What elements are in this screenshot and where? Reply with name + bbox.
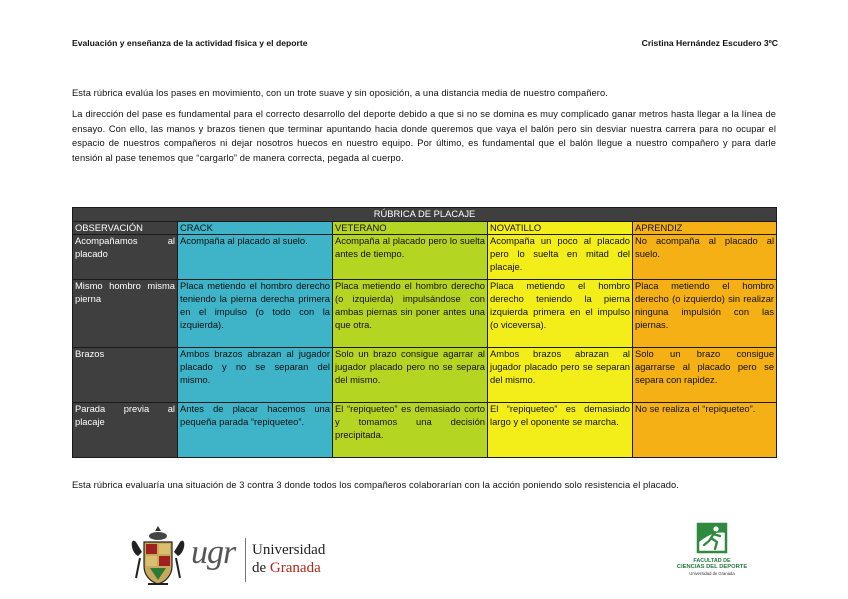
header-observacion: OBSERVACIÓN <box>73 221 178 235</box>
faculty-line2: CIENCIAS DEL DEPORTE <box>676 564 748 571</box>
cell-veterano: Acompaña al placado pero lo suelta antes de tiempo. <box>333 235 488 280</box>
cell-novatillo: El “repiqueteo” es demasiado largo y el oponente se marcha. <box>488 403 633 458</box>
table-row <box>73 403 777 458</box>
cell-veterano: El “repiqueteo” es demasiado corto y tomamos una decisión precipitada. <box>333 403 488 458</box>
cell-crack: Placa metiendo el hombro derecho teniendo la pierna derecha primera en el impulso (o todo con la izquierda). <box>178 280 333 348</box>
cell-crack: Antes de placar hacemos una pequeña parada “repiqueteo”. <box>178 403 333 458</box>
row-obs: Parada previa al placaje <box>73 403 178 458</box>
faculty-line1: FACULTAD DE <box>693 558 731 564</box>
cell-aprendiz: Placa metiendo el hombro derecho (o izquierdo) sin realizar ninguna impulsión con las piernas. <box>633 280 777 348</box>
row-obs: Brazos <box>73 348 178 403</box>
cell-novatillo: Acompaña un poco al placado pero lo suelta en mitad del placaje. <box>488 235 633 280</box>
ugr-wordmark: ugr <box>191 534 236 571</box>
cell-crack: Acompaña al placado al suelo. <box>178 235 333 280</box>
sports-figure-icon <box>695 521 729 555</box>
course-title: Evaluación y enseñanza de la actividad física y el deporte <box>72 38 308 48</box>
closing-paragraph: Esta rúbrica evaluaría una situación de 3 contra 3 donde todos los compañeros colaborarían con la acción poniendo solo resistencia el placado. <box>72 480 679 490</box>
row-obs: Mismo hombro misma pierna <box>73 280 178 348</box>
table-row <box>73 348 777 403</box>
cell-veterano: Solo un brazo consigue agarrar al jugador placado pero no se separa del mismo. <box>333 348 488 403</box>
cell-veterano: Placa metiendo el hombro derecho (o izquierda) impulsándose con ambas piernas sin poner antes una que otra. <box>333 280 488 348</box>
author-name: Cristina Hernández Escudero 3ºC <box>641 38 778 48</box>
intro-paragraph-2: La dirección del pase es fundamental para el correcto desarrollo del deporte debido a que si no se domina es muy complicado ganar metros hasta llegar a la línea de ensayo. Con ello, las manos y brazos tienen que terminar apuntando hacia donde queremos que vaya el balón pero sin desviar nuestra carrera para no ocupar el espacio de nuestros compañeros ni dejar nosotros huecos en nuestro equipo. Por último, es fundamental que el balón llegue a nuestro compañero y para darle tensión al pase tenemos que “cargarlo” de manera correcta, pegada al cuerpo. <box>72 109 776 163</box>
faculty-logo <box>676 521 748 577</box>
coat-of-arms-icon <box>128 522 188 590</box>
header-veterano: VETERANO <box>333 221 488 235</box>
cell-aprendiz: No se realiza el “repiqueteo”. <box>633 403 777 458</box>
header-novatillo: NOVATILLO <box>488 221 633 235</box>
intro-paragraph-1: Esta rúbrica evalúa los pases en movimiento, con un trote suave y sin oposición, a una distancia media de nuestro compañero. <box>72 88 608 98</box>
ugr-name-line1: Universidad <box>252 542 326 558</box>
ugr-name-line2: de Granada <box>252 560 321 576</box>
table-row <box>73 235 777 280</box>
rubric-table <box>72 207 777 458</box>
header-aprendiz: APRENDIZ <box>633 221 777 235</box>
header-crack: CRACK <box>178 221 333 235</box>
faculty-line3: Universidad de Granada <box>689 571 735 577</box>
cell-novatillo: Placa metiendo el hombro derecho teniendo la pierna izquierda primera en el impulso (o viceversa). <box>488 280 633 348</box>
rubric-header-row <box>73 221 777 235</box>
rubric-title: RÚBRICA DE PLACAJE <box>73 208 777 222</box>
cell-crack: Ambos brazos abrazan al jugador placado y no se separan del mismo. <box>178 348 333 403</box>
cell-novatillo: Ambos brazos abrazan al jugador placado pero se separan del mismo. <box>488 348 633 403</box>
row-obs: Acompañamos al placado <box>73 235 178 280</box>
footer-logos <box>0 517 848 597</box>
logo-divider <box>245 538 246 582</box>
table-row <box>73 280 777 348</box>
cell-aprendiz: Solo un brazo consigue agarrarse al placado pero se separa con rapidez. <box>633 348 777 403</box>
cell-aprendiz: No acompaña al placado al suelo. <box>633 235 777 280</box>
